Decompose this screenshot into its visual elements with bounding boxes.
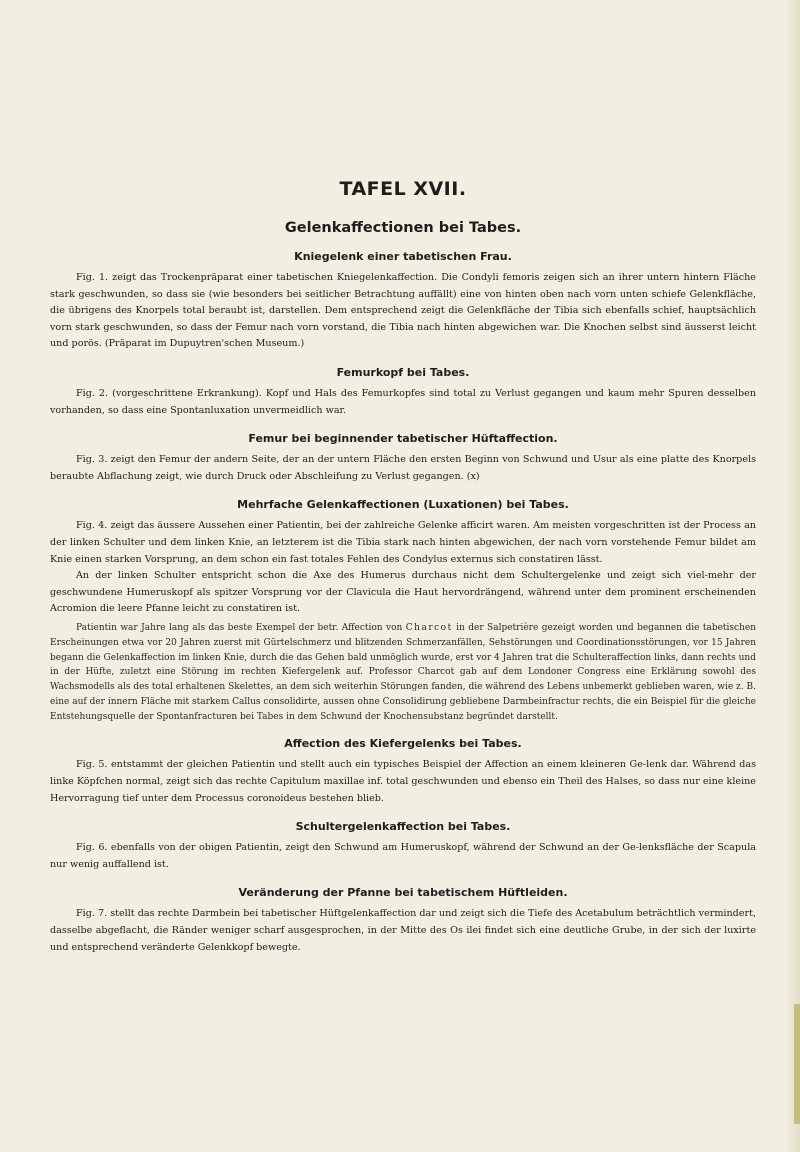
section-femoral-head [50, 366, 756, 419]
section-heading: Veränderung der Pfanne bei tabetischem Hüftleiden. [238, 886, 568, 900]
paragraph: Fig. 6. ebenfalls von der obigen Patientin, zeigt den Schwund am Humeruskopf, während der Schwund an der Ge-lenksfläche der Scapula nur wenig auffallend ist. [50, 842, 756, 870]
page-edge-mark [794, 1004, 800, 1124]
section-multiple-joints [50, 498, 756, 724]
page-edge-shadow [786, 0, 800, 1152]
section-heading: Femurkopf bei Tabes. [336, 365, 470, 379]
paragraph: Fig. 5. entstammt der gleichen Patientin und stellt auch ein typisches Beispiel der Affection an einem kleineren Ge-lenk dar. Während das linke Köpfchen normal, zeigt sich das rechte Capitulum maxillae inf. total geschwunden und ebenso ein Theil des Halses, so dass nur eine kleine Hervorragung tief unter dem Processus coronoideus bestehen blieb. [50, 759, 756, 804]
section-knee [50, 250, 756, 353]
note-text-start: Patientin war Jahre lang als das beste Exempel der betr. Affection von [76, 622, 406, 633]
section-femur-hip [50, 432, 756, 485]
section-jaw [50, 737, 756, 807]
section-heading: Schultergelenkaffection bei Tabes. [295, 820, 511, 834]
document-page [50, 178, 756, 969]
paragraph: Fig. 3. zeigt den Femur der andern Seite, der an der untern Fläche den ersten Beginn von Schwund und Usur als eine platte des Knorpels beraubte Abflachung zeigt, wie durch Druck oder Abschleifung zu Verlust gegangen. (x) [50, 454, 756, 482]
paragraph: Fig. 7. stellt das rechte Darmbein bei tabetischer Hüftgelenkaffection dar und zeigt sich die Tiefe des Acetabulum beträchtlich vermindert, dasselbe abgeflacht, die Ränder weniger scharf ausgesprochen, in der Mitte des Os ilei findet sich eine deutliche Grube, in der sich der luxirte und entsprechend veränderte Gelenkkopf bewegte. [50, 908, 756, 953]
note-text-end: in der Salpetrière gezeigt worden und begannen die tabetischen Erscheinungen etwa vor 20 Jahren zuerst mit Gürtelschmerz und blitzenden Schmerzanfällen, Sehstörungen und Coordinationsstörungen, vor 15 Jahren begann die Gelenkaffection im linken Knie, durch die das Gehen bald unmöglich wurde, erst vor 4 Jahren trat die Schulteraffection links, dann rechts und in der Hüfte, zuletzt eine Störung im rechten Kiefergelenk auf. Professor Charcot gab auf dem Londoner Congress eine Erklärung sowohl des Wachsmodells als des total erhaltenen Skelettes, an dem sich weiterhin Störungen fanden, die während des Lebens unbemerkt geblieben waren, wie z. B. eine auf der innern Fläche mit starkem Callus consolidirte, aussen ohne Consolidirung gebliebene Darmbeinfractur rechts, die ein Beispiel für die gleiche Entstehungsquelle der Spontanfracturen bei Tabes in dem Schwund der Knochensubstanz begründet darstellt. [50, 622, 756, 722]
small-print-note [50, 621, 756, 725]
section-shoulder [50, 820, 756, 873]
section-acetabulum [50, 886, 756, 956]
section-heading: Femur bei beginnender tabetischer Hüftaffection. [248, 432, 558, 446]
paragraph: Fig. 1. zeigt das Trockenpräparat einer tabetischen Kniegelenkaffection. Die Condyli femoris zeigen sich an ihrer untern hintern Fläche stark geschwunden, so dass sie (wie besonders bei seitlicher Betrachtung auffällt) eine von hinten oben nach vorn unten schiefe Gelenkfläche, die übrigens des Knorpels total beraubt ist, darstellen. Dem entsprechend zeigt die Gelenkfläche der Tibia sich ebenfalls schief, hauptsächlich vorn stark geschwunden, so dass der Femur nach vorn vorstand, die Tibia nach hinten abgewichen war. Die Knochen selbst sind äusserst leicht und porös. (Präparat im Dupuytren'schen Museum.) [50, 272, 756, 350]
section-heading: Mehrfache Gelenkaffectionen (Luxationen) bei Tabes. [237, 498, 569, 512]
paragraph: Fig. 2. (vorgeschrittene Erkrankung). Kopf und Hals des Femurkopfes sind total zu Verlust gegangen und kaum mehr Spuren desselben vorhanden, so dass eine Spontanluxation unvermeidlich war. [50, 387, 756, 416]
section-heading: Affection des Kiefergelenks bei Tabes. [284, 737, 522, 751]
paragraph: Fig. 4. zeigt das äussere Aussehen einer Patientin, bei der zahlreiche Gelenke afficirt waren. Am meisten vorgeschritten ist der Process an der linken Schulter und dem linken Knie, an letzterem ist die Tibia stark nach hinten abgewichen, der nach vorn vorstehende Femur bildet am Knie einen starken Vorsprung, an dem schon ein fast totales Fehlen des Condylus externus sich constatiren lässt. [50, 520, 756, 565]
note-name-charcot: Charcot [405, 622, 453, 633]
plate-title: TAFEL XVII. [339, 178, 467, 200]
paragraph: An der linken Schulter entspricht schon die Axe des Humerus durchaus nicht dem Schultergelenke und zeigt sich viel-mehr der geschwundene Humeruskopf als spitzer Vorsprung vor der Clavicula die Haut hervordrängend, während unter dem prominent erscheinenden Acromion die leere Pfanne leicht zu constatiren ist. [50, 570, 756, 615]
section-heading: Kniegelenk einer tabetischen Frau. [294, 250, 512, 263]
main-title: Gelenkaffectionen bei Tabes. [284, 220, 522, 236]
